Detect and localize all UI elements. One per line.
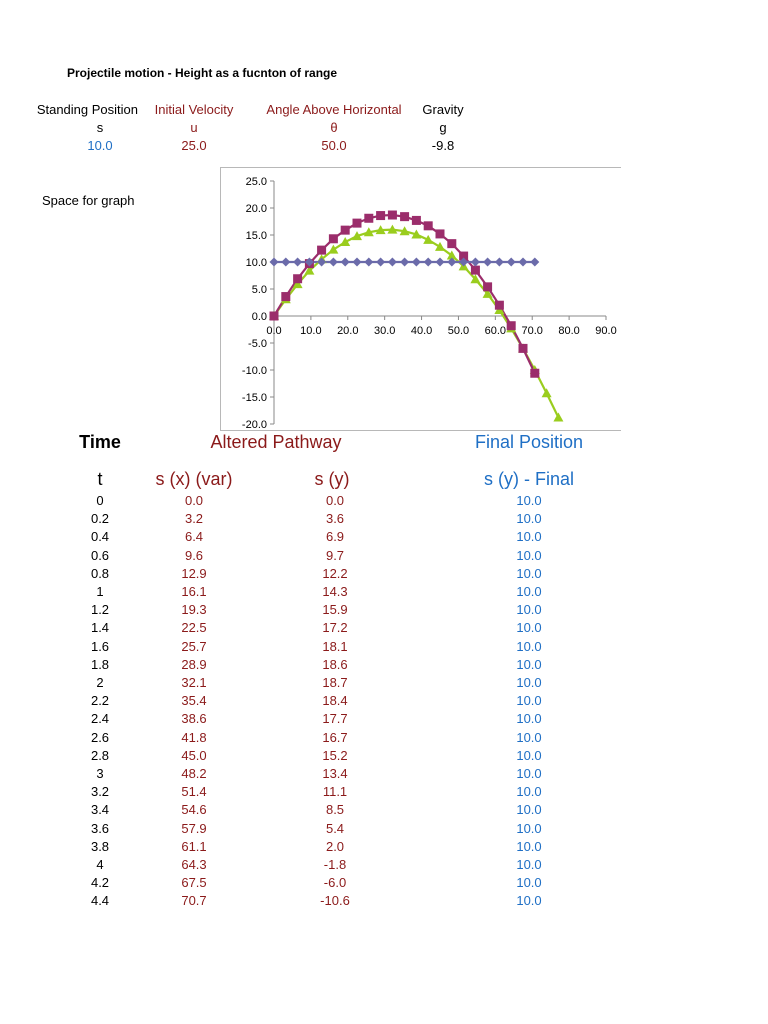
cell-sy-final: 10.0	[516, 675, 542, 690]
data-point-square	[483, 282, 492, 291]
y-tick-label: 0.0	[251, 311, 267, 323]
cell-sx: 35.4	[181, 693, 207, 709]
cell-t: 1.6	[90, 638, 110, 654]
cell-sy: 15.9	[322, 602, 348, 618]
cell-t: 0	[96, 493, 104, 508]
data-point-square	[507, 321, 516, 330]
cell-sx: 45.0	[181, 747, 207, 763]
x-tick-label: 90.0	[595, 325, 617, 337]
x-tick-label: 30.0	[373, 325, 396, 337]
data-point-diamond	[507, 258, 516, 267]
cell-t: 2.2	[90, 693, 110, 709]
data-point-square	[424, 221, 433, 230]
y-tick-label: -20.0	[241, 419, 267, 431]
cell-sy-final: 10.0	[516, 875, 542, 891]
param-symbol-u: u	[190, 120, 198, 135]
param-header-initial-velocity: Initial Velocity	[154, 102, 234, 117]
cell-sx: 28.9	[181, 656, 207, 672]
data-point-diamond	[341, 258, 350, 267]
x-tick-label: 70.0	[521, 325, 543, 337]
cell-t: 1.4	[90, 620, 110, 636]
y-tick-label: -5.0	[248, 338, 267, 350]
series-line-square	[274, 215, 535, 373]
data-point-diamond	[530, 258, 539, 267]
cell-t: 3.2	[90, 784, 110, 800]
cell-sy-final: 10.0	[516, 638, 542, 654]
cell-sx: 32.1	[181, 675, 207, 690]
cell-sy: 6.9	[325, 529, 345, 545]
cell-sy: 11.1	[322, 784, 348, 800]
param-header-standing-position: Standing Position	[36, 102, 138, 117]
cell-sy: 3.6	[325, 511, 345, 527]
data-point-square	[353, 219, 362, 228]
data-point-diamond	[353, 258, 362, 267]
param-value-standing-position: 10.0	[87, 138, 113, 153]
data-point-diamond	[436, 258, 445, 267]
y-tick-label: 20.0	[245, 203, 267, 215]
data-point-diamond	[519, 258, 528, 267]
x-tick-label: 80.0	[558, 325, 580, 337]
cell-sy: 0.0	[325, 493, 345, 508]
cell-sx: 61.1	[181, 838, 207, 854]
data-point-square	[400, 212, 409, 221]
cell-sy: 5.4	[325, 820, 345, 836]
cell-t: 2.6	[90, 729, 110, 745]
data-point-diamond	[483, 258, 492, 267]
cell-sy: -1.8	[323, 857, 347, 872]
x-tick-label: 50.0	[447, 325, 470, 337]
data-point-diamond	[376, 258, 385, 267]
param-value-initial-velocity: 25.0	[181, 138, 207, 153]
cell-sy: 13.4	[322, 766, 348, 781]
y-tick-label: 15.0	[245, 230, 267, 242]
cell-sy: 15.2	[322, 747, 348, 763]
cell-sy: 2.0	[325, 838, 345, 854]
cell-sy-final: 10.0	[516, 693, 542, 709]
cell-sy: 17.2	[322, 620, 348, 636]
param-header-angle: Angle Above Horizontal	[266, 102, 402, 117]
graph-space-label: Space for graph	[42, 193, 135, 208]
x-tick-label: 20.0	[337, 325, 359, 337]
cell-sy: 14.3	[322, 584, 348, 599]
cell-sy: 18.7	[322, 675, 348, 690]
cell-t: 0.2	[90, 511, 110, 527]
cell-sy-final: 10.0	[516, 511, 542, 527]
cell-sx: 51.4	[181, 784, 207, 800]
data-point-diamond	[329, 258, 338, 267]
cell-sy-final: 10.0	[516, 766, 542, 781]
cell-sy: 8.5	[325, 802, 345, 818]
x-tick-label: 40.0	[410, 325, 433, 337]
cell-sy-final: 10.0	[516, 784, 542, 800]
cell-t: 2.4	[90, 711, 110, 727]
cell-sx: 19.3	[181, 602, 207, 618]
cell-sy-final: 10.0	[516, 602, 542, 618]
cell-t: 0.8	[90, 565, 110, 581]
data-point-triangle	[542, 388, 552, 397]
y-tick-label: -15.0	[241, 392, 267, 404]
y-tick-label: 10.0	[245, 257, 267, 269]
data-point-diamond	[293, 258, 302, 267]
data-point-diamond	[270, 258, 279, 267]
data-point-triangle	[340, 237, 350, 246]
data-point-square	[364, 214, 373, 223]
col-header-sx: s (x) (var)	[155, 469, 233, 489]
data-point-square	[281, 292, 290, 301]
cell-t: 4	[96, 857, 104, 872]
cell-sx: 6.4	[184, 529, 204, 545]
cell-t: 3.4	[90, 802, 110, 818]
cell-t: 3.8	[90, 838, 110, 854]
cell-sx: 0.0	[184, 493, 204, 508]
col-header-sy-final: s (y) - Final	[484, 469, 574, 489]
data-point-triangle	[435, 242, 445, 251]
data-point-square	[530, 369, 539, 378]
data-point-square	[519, 344, 528, 353]
cell-sy-final: 10.0	[516, 802, 542, 818]
graph-space-label-cell	[42, 193, 150, 211]
cell-sx: 22.5	[181, 620, 207, 636]
cell-sy-final: 10.0	[516, 711, 542, 727]
data-point-square	[447, 239, 456, 248]
x-tick-label: 60.0	[484, 325, 507, 337]
cell-sy: 18.1	[322, 638, 348, 654]
cell-sx: 57.9	[181, 820, 207, 836]
data-point-square	[329, 234, 338, 243]
cell-sy-final: 10.0	[516, 820, 542, 836]
cell-sy-final: 10.0	[516, 493, 542, 508]
col-header-t: t	[97, 469, 103, 489]
cell-t: 2	[96, 675, 104, 690]
cell-sx: 9.6	[184, 547, 204, 563]
cell-sy-final: 10.0	[516, 729, 542, 745]
cell-sy-final: 10.0	[516, 547, 542, 563]
data-point-square	[376, 211, 385, 220]
cell-sx: 54.6	[181, 802, 207, 818]
param-value-gravity: -9.8	[431, 138, 455, 153]
data-point-square	[436, 229, 445, 238]
param-header-gravity: Gravity	[422, 102, 464, 117]
data-point-diamond	[364, 258, 373, 267]
cell-t: 1	[96, 584, 104, 599]
y-tick-label: 25.0	[245, 176, 267, 188]
cell-sy: 18.4	[322, 693, 348, 709]
data-point-triangle	[553, 413, 563, 422]
cell-sx: 48.2	[181, 766, 207, 781]
data-point-diamond	[388, 258, 397, 267]
cell-t: 0.6	[90, 547, 110, 563]
data-point-diamond	[495, 258, 504, 267]
cell-sx: 67.5	[181, 875, 207, 891]
cell-t: 2.8	[90, 747, 110, 763]
data-point-square	[412, 216, 421, 225]
data-point-diamond	[424, 258, 433, 267]
cell-sx: 64.3	[181, 857, 207, 872]
data-point-square	[341, 226, 350, 235]
cell-sy-final: 10.0	[516, 838, 542, 854]
cell-sx: 25.7	[181, 638, 207, 654]
cell-sx: 41.8	[181, 729, 207, 745]
cell-sy: 12.2	[322, 565, 348, 581]
data-point-diamond	[412, 258, 421, 267]
cell-sy: 18.6	[322, 656, 348, 672]
chart-area	[220, 167, 621, 431]
cell-sy: 17.7	[322, 711, 348, 727]
cell-t: 4.4	[90, 893, 110, 909]
param-symbol-theta: θ	[330, 120, 338, 135]
page-title: Projectile motion - Height as a fucnton of range	[67, 66, 338, 80]
group-header-time: Time	[79, 432, 121, 452]
x-tick-label: 0.0	[266, 325, 282, 337]
cell-sy: 16.7	[322, 729, 348, 745]
col-header-sy: s (y)	[314, 469, 350, 489]
cell-t: 1.8	[90, 656, 110, 672]
cell-t: 4.2	[90, 875, 110, 891]
cell-sx: 70.7	[181, 893, 207, 909]
param-symbol-s: s	[96, 120, 104, 135]
cell-sy-final: 10.0	[516, 584, 542, 599]
cell-sx: 12.9	[181, 565, 207, 581]
cell-sy-final: 10.0	[516, 620, 542, 636]
param-value-angle: 50.0	[321, 138, 347, 153]
cell-sy-final: 10.0	[516, 529, 542, 545]
cell-t: 3.6	[90, 820, 110, 836]
data-point-triangle	[328, 245, 338, 254]
data-point-square	[293, 274, 302, 283]
data-point-diamond	[317, 258, 326, 267]
cell-t: 3	[96, 766, 104, 781]
cell-sx: 38.6	[181, 711, 207, 727]
param-symbol-g: g	[439, 120, 447, 135]
cell-t: 0.4	[90, 529, 110, 545]
cell-sx: 3.2	[184, 511, 204, 527]
cell-sy-final: 10.0	[516, 565, 542, 581]
data-point-square	[388, 211, 397, 220]
cell-sy-final: 10.0	[516, 893, 542, 909]
cell-sy: -10.6	[320, 893, 350, 909]
cell-sy: 9.7	[325, 547, 345, 563]
y-tick-label: -10.0	[241, 365, 267, 377]
data-point-square	[471, 266, 480, 275]
y-tick-label: 5.0	[251, 284, 267, 296]
data-point-square	[317, 246, 326, 255]
group-header-final-position: Final Position	[474, 432, 584, 452]
group-header-altered-pathway: Altered Pathway	[210, 432, 342, 452]
cell-t: 1.2	[90, 602, 110, 618]
data-point-diamond	[281, 258, 290, 267]
cell-sy-final: 10.0	[516, 656, 542, 672]
trajectory-chart	[221, 168, 621, 430]
cell-sy-final: 10.0	[516, 857, 542, 872]
data-point-diamond	[400, 258, 409, 267]
x-tick-label: 10.0	[300, 325, 322, 337]
data-point-square	[495, 301, 504, 310]
cell-sy-final: 10.0	[516, 747, 542, 763]
cell-sy: -6.0	[323, 875, 347, 891]
cell-sx: 16.1	[181, 584, 207, 599]
data-point-square	[270, 312, 279, 321]
